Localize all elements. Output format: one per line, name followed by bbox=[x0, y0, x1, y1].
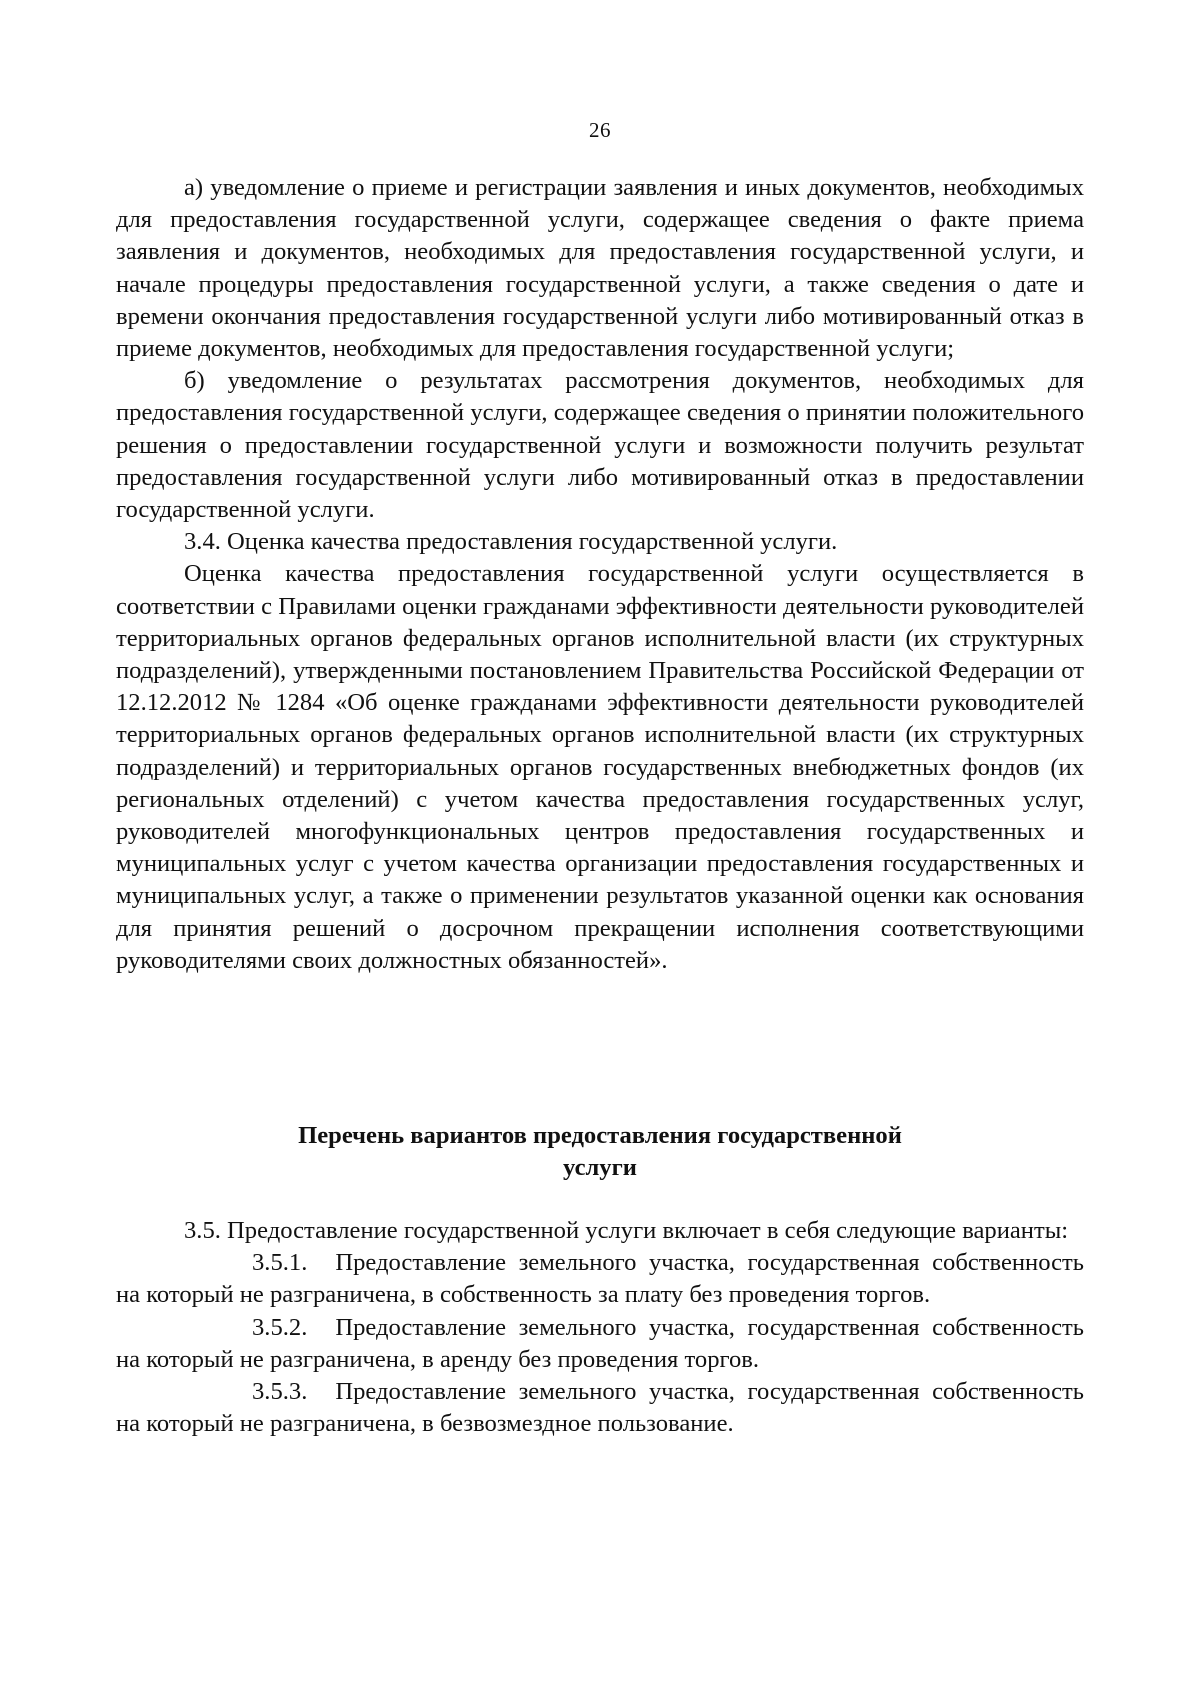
paragraph-b: б) уведомление о результатах рассмотрения документов, необходимых для предоставления государственной услуги, содержащее сведения о принятии положительного решения о предоставлении государственной услуги и возможности получить результат предоставления государственной услуги либо мотивированный отказ в предоставлении государственной услуги. bbox=[116, 367, 1084, 524]
section-heading-line-1: Перечень вариантов предоставления государственной bbox=[298, 1122, 902, 1149]
quality-assessment-paragraph: Оценка качества предоставления государственной услуги осуществляется в соответствии с Правилами оценки гражданами эффективности деятельности руководителей территориальных органов федеральных органов исполнительной власти (их структурных подразделений), утвержденными постановлением Правительства Российской Федерации от 12.12.2012 № 1284 «Об оценке гражданами эффективности деятельности руководителей территориальных органов федеральных органов исполнительной власти (их структурных подразделений) и территориальных органов государственных внебюджетных фондов (их региональных отделений) с учетом качества предоставления государственных услуг, руководителей многофункциональных центров предоставления государственных и муниципальных услуг с учетом качества организации предоставления государственных и муниципальных услуг, а также о применении результатов указанной оценки как основания для принятия решений о досрочном прекращении исполнения соответствующими руководителями своих должностных обязанностей». bbox=[116, 560, 1084, 974]
variant-item bbox=[116, 1312, 1084, 1376]
variant-text: Предоставление земельного участка, государственная собственность на который не разграничена, в аренду без проведения торгов. bbox=[116, 1313, 1084, 1373]
variant-item bbox=[116, 1247, 1084, 1311]
variants-intro: 3.5. Предоставление государственной услуги включает в себя следующие варианты: bbox=[184, 1217, 1069, 1244]
page-number: 26 bbox=[589, 118, 611, 142]
variant-text: Предоставление земельного участка, государственная собственность на который не разграничена, в безвозмездное пользование. bbox=[116, 1378, 1084, 1438]
variant-number: 3.5.2. bbox=[252, 1313, 308, 1341]
variants-list bbox=[116, 1215, 1084, 1440]
variant-number: 3.5.3. bbox=[252, 1378, 308, 1406]
body-text bbox=[116, 172, 1084, 977]
variant-text: Предоставление земельного участка, государственная собственность на который не разграничена, в собственность за плату без проведения торгов. bbox=[116, 1249, 1084, 1309]
variant-item bbox=[116, 1376, 1084, 1440]
section-heading-line-2: услуги bbox=[563, 1154, 637, 1181]
section-3-4-title: 3.4. Оценка качества предоставления государственной услуги. bbox=[184, 528, 838, 556]
section-heading bbox=[116, 1120, 1084, 1184]
paragraph-a: а) уведомление о приеме и регистрации заявления и иных документов, необходимых для предоставления государственной услуги, содержащее сведения о факте приема заявления и документов, необходимых для предоставления государственной услуги, и начале процедуры предоставления государственной услуги, а также сведения о дате и времени окончания предоставления государственной услуги либо мотивированный отказ в приеме документов, необходимых для предоставления государственной услуги; bbox=[116, 174, 1084, 363]
variant-number: 3.5.1. bbox=[252, 1249, 308, 1277]
